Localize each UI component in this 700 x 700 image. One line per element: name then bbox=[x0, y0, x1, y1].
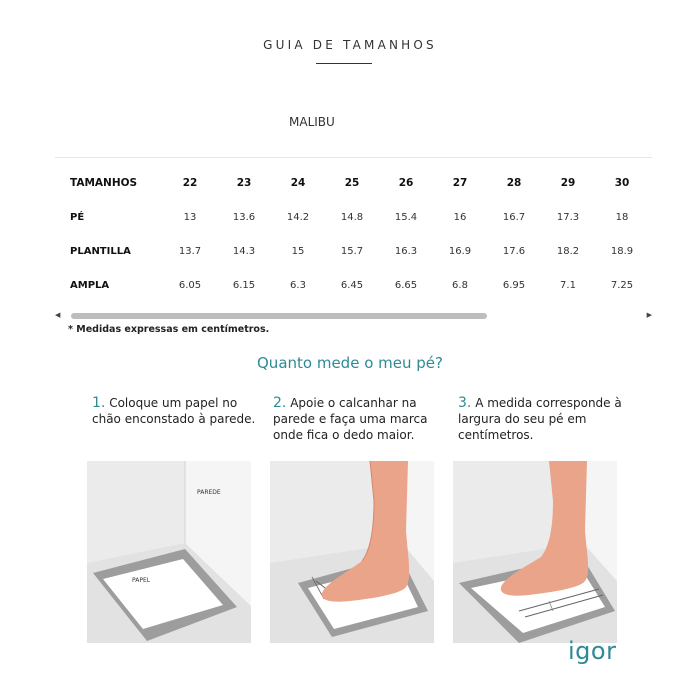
row-label: PLANTILLA bbox=[70, 245, 131, 257]
table-cell: 15.7 bbox=[340, 245, 364, 257]
room-corner-drawing bbox=[87, 461, 251, 643]
table-cell: 6.45 bbox=[340, 279, 364, 291]
table-cell: 14.3 bbox=[232, 245, 256, 257]
step-number: 1. bbox=[92, 395, 106, 411]
section-heading: Quanto mede o meu pé? bbox=[257, 354, 443, 372]
table-cell: 13 bbox=[183, 211, 197, 223]
illustration-heel-mark bbox=[270, 461, 434, 643]
illustration-measure-foot bbox=[453, 461, 617, 643]
size-header: 22 bbox=[182, 177, 198, 189]
scroll-thumb[interactable] bbox=[71, 313, 487, 319]
size-header: 23 bbox=[236, 177, 252, 189]
table-cell: 7.25 bbox=[610, 279, 634, 291]
table-cell: 6.65 bbox=[394, 279, 418, 291]
size-header: 24 bbox=[290, 177, 306, 189]
row-label: PÉ bbox=[70, 211, 85, 223]
table-cell: 14.2 bbox=[286, 211, 310, 223]
table-cell: 16.9 bbox=[448, 245, 472, 257]
step-number: 2. bbox=[273, 395, 287, 411]
table-cell: 18.2 bbox=[556, 245, 580, 257]
table-cell: 6.8 bbox=[452, 279, 468, 291]
model-name: MALIBU bbox=[289, 115, 335, 129]
table-row bbox=[60, 200, 649, 234]
step-3 bbox=[458, 395, 628, 443]
table-cell: 7.1 bbox=[560, 279, 576, 291]
table-cell: 16.7 bbox=[502, 211, 526, 223]
table-cell: 6.05 bbox=[178, 279, 202, 291]
table-cell: 18.9 bbox=[610, 245, 634, 257]
size-header: 30 bbox=[614, 177, 630, 189]
step-2 bbox=[273, 395, 443, 443]
measurement-note: * Medidas expressas em centímetros. bbox=[68, 324, 270, 335]
table-cell: 17.3 bbox=[556, 211, 580, 223]
foot-on-paper-drawing bbox=[270, 461, 434, 643]
table-cell: 13.7 bbox=[178, 245, 202, 257]
table-cell: 18 bbox=[615, 211, 629, 223]
arrow-right-icon[interactable]: ▶ bbox=[646, 311, 652, 319]
table-row bbox=[60, 234, 649, 268]
illustration-paper-on-floor bbox=[87, 461, 251, 643]
title-underline bbox=[316, 63, 372, 64]
table-cell: 16.3 bbox=[394, 245, 418, 257]
paper-label: PAPEL bbox=[132, 577, 151, 584]
size-table bbox=[60, 166, 649, 302]
table-cell: 17.6 bbox=[502, 245, 526, 257]
table-row bbox=[60, 268, 649, 302]
size-header: 28 bbox=[506, 177, 522, 189]
table-cell: 16 bbox=[453, 211, 467, 223]
table-cell: 6.3 bbox=[290, 279, 306, 291]
table-cell: 13.6 bbox=[232, 211, 256, 223]
wall-label: PAREDE bbox=[197, 489, 221, 496]
page-title: GUIA DE TAMANHOS bbox=[263, 38, 437, 52]
table-cell: 6.95 bbox=[502, 279, 526, 291]
table-cell: 15.4 bbox=[394, 211, 418, 223]
row-label: AMPLA bbox=[70, 279, 110, 291]
step-1 bbox=[92, 395, 262, 427]
size-header: 25 bbox=[344, 177, 360, 189]
foot-measurement-drawing bbox=[453, 461, 617, 643]
step-text: Apoie o calcanhar na parede e faça uma marca onde fica o dedo maior. bbox=[273, 396, 428, 442]
size-header: 26 bbox=[398, 177, 414, 189]
size-header: 29 bbox=[560, 177, 576, 189]
table-header-row bbox=[60, 166, 649, 200]
table-cell: 15 bbox=[291, 245, 305, 257]
size-header: 27 bbox=[452, 177, 468, 189]
table-divider bbox=[55, 157, 652, 158]
step-text: A medida corresponde à largura do seu pé em centímetros. bbox=[458, 396, 622, 442]
step-text: Coloque um papel no chão enconstado à parede. bbox=[92, 396, 256, 426]
brand-logo: igor bbox=[568, 637, 617, 665]
table-cell: 6.15 bbox=[232, 279, 256, 291]
arrow-left-icon[interactable]: ◀ bbox=[55, 311, 61, 319]
table-cell: 14.8 bbox=[340, 211, 364, 223]
table-scrollbar[interactable] bbox=[55, 311, 652, 321]
column-label-tamanhos: TAMANHOS bbox=[70, 177, 138, 189]
step-number: 3. bbox=[458, 395, 472, 411]
